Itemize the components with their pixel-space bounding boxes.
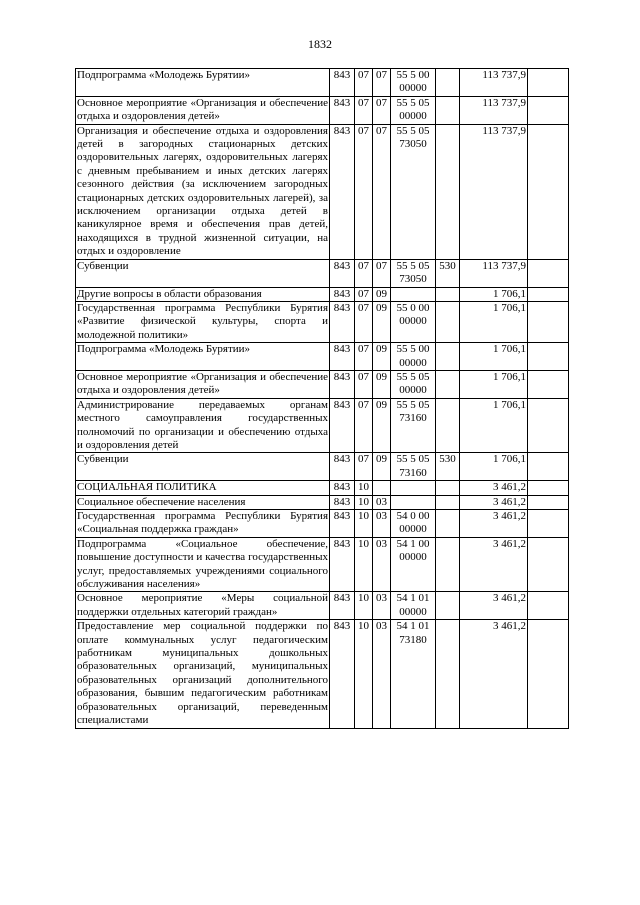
table-row <box>76 124 569 259</box>
ministry-code-cell: 843 <box>330 370 355 398</box>
table-row <box>76 453 569 481</box>
section-code-cell: 10 <box>355 495 373 509</box>
row-name-cell: Государственная программа Республики Бурятия «Развитие физической культуры, спорта и молодежной политики» <box>77 301 328 341</box>
target-article-cell: 55 5 00 00000 <box>391 69 436 97</box>
extra-cell <box>528 453 569 481</box>
extra-cell <box>528 96 569 124</box>
subsection-code-cell: 07 <box>373 124 391 259</box>
section-code-cell: 07 <box>355 259 373 287</box>
row-name-cell: Государственная программа Республики Бурятия «Социальная поддержка граждан» <box>77 510 328 536</box>
row-name-cell: Социальное обеспечение населения <box>76 495 330 509</box>
row-name-cell: Субвенции <box>76 259 330 287</box>
extra-cell <box>528 495 569 509</box>
expense-type-cell <box>436 620 460 728</box>
amount-cell: 3 461,2 <box>460 510 528 538</box>
amount-cell: 3 461,2 <box>460 620 528 728</box>
table-row <box>76 96 569 124</box>
subsection-code-cell: 09 <box>373 301 391 342</box>
target-article-cell: 54 1 01 73180 <box>391 620 436 728</box>
section-code-cell: 10 <box>355 537 373 592</box>
subsection-code-cell: 03 <box>373 495 391 509</box>
section-code-cell: 07 <box>355 343 373 371</box>
amount-cell: 113 737,9 <box>460 96 528 124</box>
expense-type-cell <box>436 343 460 371</box>
target-article-cell: 54 0 00 00000 <box>391 510 436 538</box>
table-row <box>76 592 569 620</box>
subsection-code-cell: 07 <box>373 96 391 124</box>
target-article-cell: 55 5 00 00000 <box>391 343 436 371</box>
row-name-cell: СОЦИАЛЬНАЯ ПОЛИТИКА <box>76 481 330 495</box>
subsection-code-cell: 07 <box>373 69 391 97</box>
ministry-code-cell: 843 <box>330 343 355 371</box>
ministry-code-cell: 843 <box>330 453 355 481</box>
subsection-code-cell: 03 <box>373 620 391 728</box>
row-name-cell: Основное мероприятие «Организация и обеспечение отдыха и оздоровления детей» <box>77 96 328 123</box>
row-name-cell: Подпрограмма «Молодежь Бурятии» <box>76 69 330 97</box>
extra-cell <box>528 287 569 301</box>
subsection-code-cell: 03 <box>373 592 391 620</box>
amount-cell: 3 461,2 <box>460 537 528 592</box>
target-article-cell: 55 5 05 73050 <box>391 259 436 287</box>
ministry-code-cell: 843 <box>330 287 355 301</box>
target-article-cell: 54 1 01 00000 <box>391 592 436 620</box>
row-name-cell: Другие вопросы в области образования <box>76 287 330 301</box>
target-article-cell <box>391 481 436 495</box>
expense-type-cell <box>436 124 460 259</box>
row-name-cell: Подпрограмма «Молодежь Бурятии» <box>76 343 330 371</box>
amount-cell: 3 461,2 <box>460 592 528 620</box>
table-row <box>76 537 569 592</box>
expense-type-cell <box>436 592 460 620</box>
extra-cell <box>528 124 569 259</box>
subsection-code-cell: 03 <box>373 537 391 592</box>
table-row <box>76 481 569 495</box>
target-article-cell: 55 5 05 73160 <box>391 453 436 481</box>
section-code-cell: 07 <box>355 398 373 453</box>
amount-cell: 1 706,1 <box>460 370 528 398</box>
table-row <box>76 495 569 509</box>
target-article-cell: 55 5 05 73160 <box>391 398 436 453</box>
row-name-cell: Основное мероприятие «Меры социальной поддержки отдельных категорий граждан» <box>77 592 328 618</box>
amount-cell: 1 706,1 <box>460 287 528 301</box>
subsection-code-cell: 09 <box>373 287 391 301</box>
ministry-code-cell: 843 <box>330 481 355 495</box>
ministry-code-cell: 843 <box>330 510 355 538</box>
target-article-cell: 55 5 05 00000 <box>391 370 436 398</box>
extra-cell <box>528 510 569 538</box>
ministry-code-cell: 843 <box>330 620 355 728</box>
target-article-cell: 54 1 00 00000 <box>391 537 436 592</box>
subsection-code-cell: 09 <box>373 453 391 481</box>
ministry-code-cell: 843 <box>330 259 355 287</box>
ministry-code-cell: 843 <box>330 301 355 342</box>
table-row <box>76 343 569 371</box>
section-code-cell: 07 <box>355 287 373 301</box>
ministry-code-cell: 843 <box>330 124 355 259</box>
amount-cell: 3 461,2 <box>460 481 528 495</box>
section-code-cell: 07 <box>355 96 373 124</box>
section-code-cell: 07 <box>355 301 373 342</box>
row-name-cell: Администрирование передаваемых органам местного самоуправления государственных полномочий по организации и обеспечению отдыха и оздоровления детей <box>77 398 328 451</box>
table-row <box>76 370 569 398</box>
expense-type-cell <box>436 301 460 342</box>
subsection-code-cell: 03 <box>373 510 391 538</box>
amount-cell: 1 706,1 <box>460 398 528 453</box>
extra-cell <box>528 301 569 342</box>
ministry-code-cell: 843 <box>330 592 355 620</box>
amount-cell: 113 737,9 <box>460 124 528 259</box>
subsection-code-cell: 07 <box>373 259 391 287</box>
target-article-cell <box>391 495 436 509</box>
table-row <box>76 287 569 301</box>
amount-cell: 113 737,9 <box>460 259 528 287</box>
section-code-cell: 10 <box>355 481 373 495</box>
extra-cell <box>528 537 569 592</box>
subsection-code-cell: 09 <box>373 370 391 398</box>
row-name-cell: Предоставление мер социальной поддержки по оплате коммунальных услуг педагогическим работникам муниципальных дошкольных образовательных организаций, муниципальных образовательных организаций дополнительного образования, бывшим педагогическим работникам образовательных организаций, переведенным специалистами <box>77 620 328 727</box>
expense-type-cell: 530 <box>436 453 460 481</box>
subsection-code-cell: 09 <box>373 343 391 371</box>
budget-table-body <box>76 69 569 729</box>
table-row <box>76 398 569 453</box>
table-row <box>76 510 569 538</box>
section-code-cell: 07 <box>355 370 373 398</box>
target-article-cell: 55 5 05 73050 <box>391 124 436 259</box>
section-code-cell: 07 <box>355 124 373 259</box>
extra-cell <box>528 69 569 97</box>
extra-cell <box>528 343 569 371</box>
extra-cell <box>528 620 569 728</box>
section-code-cell: 07 <box>355 453 373 481</box>
table-row <box>76 69 569 97</box>
expense-type-cell <box>436 370 460 398</box>
budget-table <box>75 68 569 729</box>
section-code-cell: 10 <box>355 592 373 620</box>
extra-cell <box>528 259 569 287</box>
row-name-cell: Подпрограмма «Социальное обеспечение, повышение доступности и качества государственных услуг, предоставляемых учреждениями социального обслуживания населения» <box>77 537 328 591</box>
amount-cell: 1 706,1 <box>460 453 528 481</box>
amount-cell: 3 461,2 <box>460 495 528 509</box>
target-article-cell: 55 5 05 00000 <box>391 96 436 124</box>
expense-type-cell: 530 <box>436 259 460 287</box>
ministry-code-cell: 843 <box>330 69 355 97</box>
target-article-cell <box>391 287 436 301</box>
table-row <box>76 301 569 342</box>
expense-type-cell <box>436 510 460 538</box>
subsection-code-cell: 09 <box>373 398 391 453</box>
table-row <box>76 620 569 728</box>
expense-type-cell <box>436 481 460 495</box>
section-code-cell: 10 <box>355 510 373 538</box>
extra-cell <box>528 370 569 398</box>
ministry-code-cell: 843 <box>330 537 355 592</box>
ministry-code-cell: 843 <box>330 96 355 124</box>
target-article-cell: 55 0 00 00000 <box>391 301 436 342</box>
expense-type-cell <box>436 287 460 301</box>
ministry-code-cell: 843 <box>330 495 355 509</box>
amount-cell: 113 737,9 <box>460 69 528 97</box>
amount-cell: 1 706,1 <box>460 343 528 371</box>
page-number: 1832 <box>308 37 332 51</box>
subsection-code-cell <box>373 481 391 495</box>
expense-type-cell <box>436 537 460 592</box>
expense-type-cell <box>436 495 460 509</box>
table-row <box>76 259 569 287</box>
amount-cell: 1 706,1 <box>460 301 528 342</box>
row-name-cell: Организация и обеспечение отдыха и оздоровления детей в загородных стационарных детских оздоровительных лагерях, оздоровительных лагерях с дневным пребыванием и иных детских лагерях сезонного действия (за исключением загородных стационарных детских оздоровительных лагерей), за исключением организации отдыха детей в каникулярное время и обеспечения прав детей, находящихся в трудной жизненной ситуации, на отдых и оздоровление <box>77 124 328 258</box>
section-code-cell: 10 <box>355 620 373 728</box>
expense-type-cell <box>436 96 460 124</box>
row-name-cell: Субвенции <box>76 453 330 481</box>
row-name-cell: Основное мероприятие «Организация и обеспечение отдыха и оздоровления детей» <box>77 370 328 397</box>
expense-type-cell <box>436 398 460 453</box>
expense-type-cell <box>436 69 460 97</box>
extra-cell <box>528 398 569 453</box>
section-code-cell: 07 <box>355 69 373 97</box>
ministry-code-cell: 843 <box>330 398 355 453</box>
extra-cell <box>528 481 569 495</box>
extra-cell <box>528 592 569 620</box>
